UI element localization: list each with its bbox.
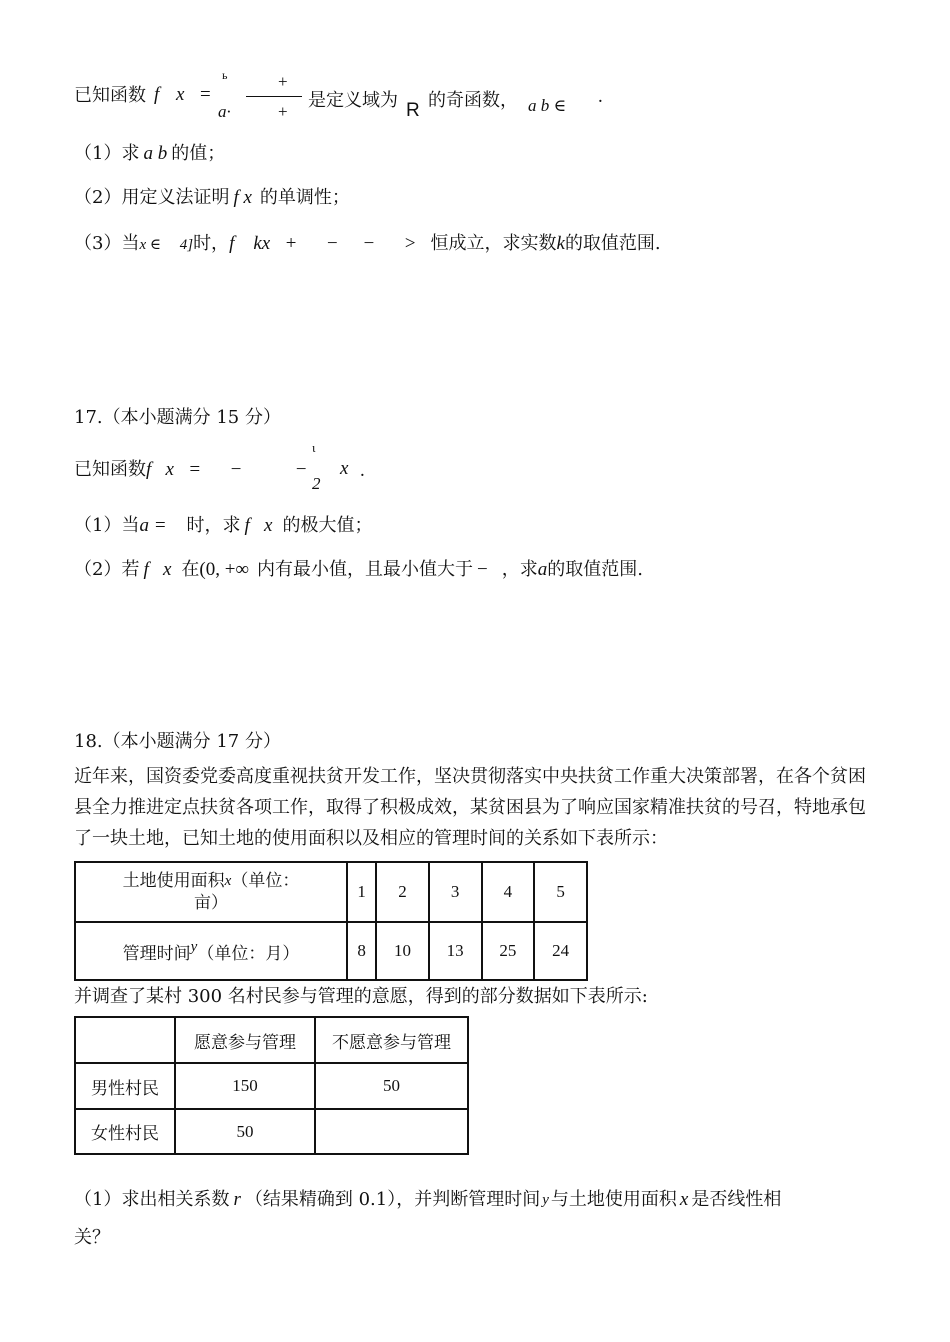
p17-frac-bottom: 2 bbox=[312, 474, 321, 493]
p18-table1-row2-var: y bbox=[190, 938, 198, 955]
p18-table1 bbox=[74, 861, 588, 981]
p16-q3-end: 的取值范围. bbox=[564, 233, 661, 254]
table-cell: 2 bbox=[376, 862, 429, 922]
p18-q1-wrap: 关？ bbox=[74, 1227, 110, 1248]
table-row bbox=[75, 862, 587, 922]
p16-q2 bbox=[74, 186, 350, 210]
p18-q1-mid2: 与土地使用面积 bbox=[550, 1189, 677, 1210]
p18-paragraph: 近年来，国资委党委高度重视扶贫开发工作，坚决贯彻落实中央扶贫工作重大决策部署，在各个贫困县全力推进定点扶贫各项工作，取得了积极成效，某贫困县为了响应国家精准扶贫的号召，特地承包了一块土地，已知土地的使用面积以及相应的管理时间的关系如下表所示： bbox=[74, 766, 866, 849]
p17-q2-mid: 内有最小值，且最小值大于 bbox=[257, 559, 474, 580]
p17-intro-prefix: 已知函数 bbox=[74, 459, 146, 480]
p18-table1-row1-var: x bbox=[224, 873, 232, 889]
p17-period: . bbox=[360, 460, 365, 481]
p16-q3-expr: f kx + − − > bbox=[229, 233, 417, 254]
p16-q3-k: k bbox=[556, 233, 565, 254]
p17-expr-x: x bbox=[340, 458, 349, 479]
p18-q1 bbox=[74, 1188, 781, 1212]
p16-q2-label: （2）用定义法证明 bbox=[74, 187, 230, 208]
p18-table1-row2-label-b: （单位：月） bbox=[197, 943, 300, 963]
p18-table2 bbox=[74, 1016, 469, 1155]
p18-table1-row2-label bbox=[75, 922, 347, 980]
p17-q1-label: （1）当 bbox=[74, 515, 140, 536]
p18-q1-prefix: （1）求出相关系数 bbox=[74, 1189, 230, 1210]
table-cell: 24 bbox=[534, 922, 587, 980]
table-cell: 10 bbox=[376, 922, 429, 980]
table-cell: 5 bbox=[534, 862, 587, 922]
p16-frac-plus-bottom: + bbox=[278, 102, 288, 121]
p16-intro-suffix: 的奇函数， bbox=[428, 90, 518, 111]
table-header-cell bbox=[75, 1017, 175, 1063]
p18-table1-row1-label-b: （单位： bbox=[231, 871, 300, 890]
table-row bbox=[75, 1063, 468, 1109]
p16-q3-label: （3）当 bbox=[74, 233, 140, 254]
p16-q3-time: 时， bbox=[193, 233, 230, 254]
p16-fraction-bar bbox=[246, 96, 302, 97]
p17-q2-a: a bbox=[537, 559, 548, 580]
p17-q2-minus: − bbox=[477, 559, 488, 580]
p16-q2-fx: f x bbox=[233, 187, 252, 208]
p16-q1 bbox=[74, 142, 225, 166]
table-cell: 25 bbox=[482, 922, 535, 980]
table-cell: 4 bbox=[482, 862, 535, 922]
p16-q3-suffix: 恒成立，求实数 bbox=[430, 233, 557, 254]
p17-q2-fx: f x bbox=[143, 559, 172, 580]
p17-q2 bbox=[74, 558, 643, 582]
p17-q1-a: a = bbox=[139, 515, 167, 536]
p17-q2-in: 在 bbox=[181, 559, 200, 580]
p17-frac-top: ι bbox=[312, 440, 316, 455]
p18-q1-end: 是否线性相 bbox=[691, 1189, 782, 1210]
p18-table1-row1-label bbox=[75, 862, 347, 922]
p17-intro bbox=[74, 458, 307, 482]
table-cell: 150 bbox=[175, 1063, 315, 1109]
table-cell: 3 bbox=[429, 862, 482, 922]
p18-q1-x: x bbox=[679, 1189, 689, 1210]
table-cell: 1 bbox=[347, 862, 376, 922]
p17-q1-time: 时，求 bbox=[186, 515, 241, 536]
p18-q1-y: y bbox=[542, 1192, 549, 1208]
p16-frac-top-left: ь bbox=[222, 68, 228, 82]
p16-intro-mid: 是定义域为 bbox=[308, 90, 398, 111]
p16-eq: = bbox=[200, 84, 211, 105]
p17-q2-label: （2）若 bbox=[74, 559, 140, 580]
p16-intro bbox=[74, 84, 146, 108]
table-cell: 50 bbox=[175, 1109, 315, 1154]
table-cell: 8 bbox=[347, 922, 376, 980]
p17-expr: f x = − − bbox=[146, 459, 308, 480]
p16-frac-bottom-left: a· bbox=[218, 102, 231, 121]
p17-header: 17.（本小题满分 15 分） bbox=[74, 407, 281, 428]
p16-q1-ab: a b bbox=[143, 143, 168, 164]
p18-header: 18.（本小题满分 17 分） bbox=[74, 731, 281, 752]
p16-x: x bbox=[176, 84, 185, 105]
table-header-cell: 不愿意参与管理 bbox=[315, 1017, 468, 1063]
table-cell: 13 bbox=[429, 922, 482, 980]
p16-ab-set: a b ∈ bbox=[528, 96, 567, 115]
table-cell: 50 bbox=[315, 1063, 468, 1109]
p17-q1-suffix: 的极大值； bbox=[282, 515, 373, 536]
p18-survey-text: 并调查了某村 300 名村民参与管理的意愿，得到的部分数据如下表所示: bbox=[74, 986, 648, 1007]
p17-q1-fx: f x bbox=[244, 515, 273, 536]
p16-period: . bbox=[598, 86, 603, 107]
p17-q1 bbox=[74, 514, 373, 538]
p18-q1-r: r bbox=[233, 1189, 241, 1210]
p16-R: R bbox=[406, 100, 420, 121]
p16-frac-plus-top: + bbox=[278, 72, 288, 91]
p17-q2-find: ，求 bbox=[501, 559, 538, 580]
table-row bbox=[75, 1017, 468, 1063]
table-cell bbox=[315, 1109, 468, 1154]
table-cell: 女性村民 bbox=[75, 1109, 175, 1154]
p16-q2-suffix: 的单调性； bbox=[259, 187, 350, 208]
p18-table1-row1-label-c: 亩） bbox=[194, 893, 228, 912]
table-row bbox=[75, 1109, 468, 1154]
p16-q3-x: x ∈ 4] bbox=[139, 237, 194, 253]
p18-table1-row1-label-a: 土地使用面积 bbox=[122, 871, 225, 890]
p16-q3 bbox=[74, 232, 661, 257]
p18-table1-row2-label-a: 管理时间 bbox=[122, 943, 191, 963]
p18-q1-mid: （结果精确到 0.1），并判断管理时间 bbox=[244, 1189, 541, 1210]
p16-intro-prefix: 已知函数 bbox=[74, 85, 146, 106]
table-cell: 男性村民 bbox=[75, 1063, 175, 1109]
p17-q2-interval: (0, +∞ bbox=[199, 559, 250, 580]
p16-f: f bbox=[154, 84, 160, 105]
p16-q1-suffix: 的值； bbox=[171, 143, 226, 164]
table-header-cell: 愿意参与管理 bbox=[175, 1017, 315, 1063]
p16-q1-label: （1）求 bbox=[74, 143, 140, 164]
p17-q2-end: 的取值范围. bbox=[547, 559, 643, 580]
table-row bbox=[75, 922, 587, 980]
